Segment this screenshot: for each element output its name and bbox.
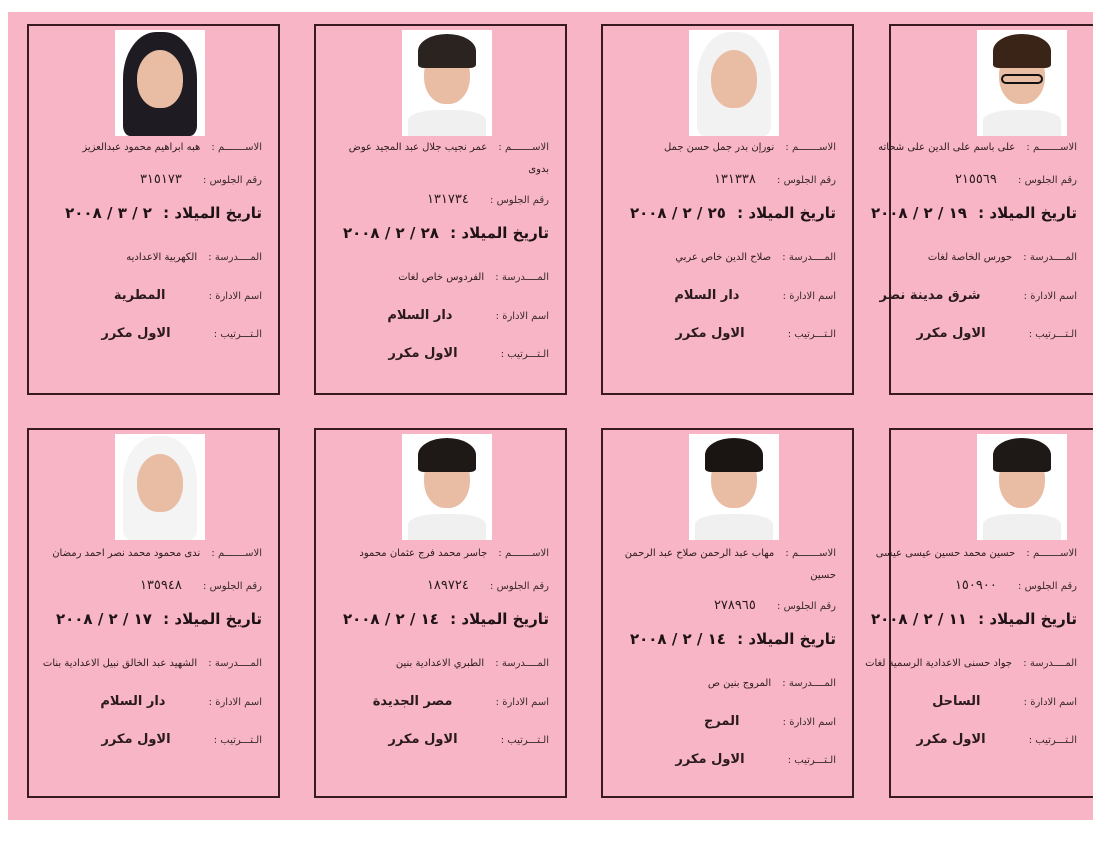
school-row — [901, 252, 1077, 263]
name-row — [875, 548, 1077, 559]
seat-row — [39, 172, 262, 187]
rank-row — [39, 732, 262, 747]
school-name: الفردوس خاص لغات — [398, 272, 485, 283]
seat-number: ١٥٠٩٠٠ — [954, 578, 997, 593]
admin-label: اسم الادارة : — [495, 697, 549, 708]
dob-label: تاريخ الميلاد : — [737, 204, 836, 222]
face-shape — [137, 50, 183, 108]
rank-value: الاول مكرر — [101, 732, 171, 747]
student-card — [27, 428, 280, 798]
student-name-line2: حسين — [810, 570, 836, 581]
admin-name: شرق مدينة نصر — [879, 288, 981, 303]
dob-row — [39, 204, 262, 222]
name-row — [613, 548, 836, 559]
seat-label: رقم الجلوس : — [777, 601, 836, 612]
admin-name: دار السلام — [674, 288, 740, 303]
school-row — [613, 252, 836, 263]
admin-name: دار السلام — [387, 308, 453, 323]
date-of-birth: ٢٥ / ٢ / ٢٠٠٨ — [629, 204, 726, 222]
school-label: المــــدرسة : — [782, 252, 836, 263]
admin-label: اسم الادارة : — [1023, 697, 1077, 708]
school-name: الطبري الاعدادية بنين — [395, 658, 485, 669]
admin-name: المطرية — [113, 288, 166, 303]
school-row — [39, 252, 262, 263]
dob-row — [870, 204, 1077, 222]
seat-number: ١٨٩٧٢٤ — [426, 578, 469, 593]
admin-row — [326, 308, 549, 323]
seat-row — [326, 192, 549, 207]
rank-value: الاول مكرر — [916, 732, 986, 747]
admin-label: اسم الادارة : — [208, 697, 262, 708]
rank-row — [613, 752, 836, 767]
seat-number: ١٣٥٩٤٨ — [139, 578, 182, 593]
shirt-shape — [983, 110, 1061, 136]
rank-value: الاول مكرر — [101, 326, 171, 341]
rank-label: الـتـــرتيب : — [1028, 329, 1077, 340]
student-photo — [689, 434, 779, 540]
student-name: جاسر محمد فرج عثمان محمود — [359, 548, 488, 559]
seat-row — [901, 172, 1077, 187]
rank-row — [326, 346, 549, 361]
student-name: حسين محمد حسين عيسى عيسى — [875, 548, 1016, 559]
student-card — [27, 24, 280, 395]
name-label: الاســـــــم : — [498, 548, 549, 559]
shirt-shape — [408, 110, 486, 136]
date-of-birth: ١٧ / ٢ / ٢٠٠٨ — [55, 610, 152, 628]
rank-row — [39, 326, 262, 341]
student-name: على باسم على الدين على شحاته — [878, 142, 1016, 153]
student-photo — [689, 30, 779, 136]
rank-value: الاول مكرر — [675, 326, 745, 341]
admin-row — [901, 694, 1077, 709]
date-of-birth: ١٤ / ٢ / ٢٠٠٨ — [629, 630, 726, 648]
hair-shape — [418, 438, 476, 472]
date-of-birth: ١١ / ٢ / ٢٠٠٨ — [870, 610, 967, 628]
school-label: المــــدرسة : — [208, 658, 262, 669]
rank-value: الاول مكرر — [916, 326, 986, 341]
name-label: الاســـــــم : — [211, 142, 262, 153]
rank-label: الـتـــرتيب : — [787, 755, 836, 766]
seat-row — [613, 172, 836, 187]
name-row — [39, 548, 262, 559]
admin-name: مصر الجديدة — [372, 694, 453, 709]
name-row — [613, 142, 836, 153]
school-name: الشهيد عبد الخالق نبيل الاعدادية بنات — [42, 658, 198, 669]
admin-row — [613, 714, 836, 729]
glasses-icon — [1001, 74, 1043, 84]
admin-name: دار السلام — [100, 694, 166, 709]
rank-label: الـتـــرتيب : — [1028, 735, 1077, 746]
student-name: ندى محمود محمد نصر احمد رمضان — [52, 548, 201, 559]
date-of-birth: ١٩ / ٢ / ٢٠٠٨ — [870, 204, 967, 222]
seat-row — [613, 598, 836, 613]
dob-label: تاريخ الميلاد : — [978, 610, 1077, 628]
student-photo — [977, 30, 1067, 136]
name-row — [326, 548, 549, 559]
school-row — [865, 658, 1077, 669]
name-label: الاســـــــم : — [498, 142, 549, 153]
admin-name: المرج — [703, 714, 740, 729]
dob-label: تاريخ الميلاد : — [450, 224, 549, 242]
admin-row — [39, 694, 262, 709]
hair-shape — [993, 438, 1051, 472]
seat-number: ٣١٥١٧٣ — [139, 172, 182, 187]
shirt-shape — [983, 514, 1061, 540]
student-photo — [977, 434, 1067, 540]
date-of-birth: ٢٨ / ٢ / ٢٠٠٨ — [342, 224, 439, 242]
school-label: المــــدرسة : — [208, 252, 262, 263]
student-photo — [115, 434, 205, 540]
seat-label: رقم الجلوس : — [777, 175, 836, 186]
face-shape — [711, 50, 757, 108]
seat-label: رقم الجلوس : — [1018, 581, 1077, 592]
seat-number: ١٣١٣٣٨ — [713, 172, 756, 187]
name-label: الاســـــــم : — [211, 548, 262, 559]
school-label: المــــدرسة : — [782, 678, 836, 689]
seat-label: رقم الجلوس : — [490, 195, 549, 206]
student-card — [601, 24, 854, 395]
seat-label: رقم الجلوس : — [203, 581, 262, 592]
student-name: هبه ابراهيم محمود عبدالعزيز — [82, 142, 201, 153]
shirt-shape — [408, 514, 486, 540]
student-photo — [115, 30, 205, 136]
rank-value: الاول مكرر — [388, 346, 458, 361]
dob-row — [613, 630, 836, 648]
seat-number: ٢٧٨٩٦٥ — [713, 598, 756, 613]
dob-label: تاريخ الميلاد : — [737, 630, 836, 648]
seat-label: رقم الجلوس : — [490, 581, 549, 592]
admin-name: الساحل — [932, 694, 981, 709]
date-of-birth: ٢ / ٣ / ٢٠٠٨ — [65, 204, 152, 222]
school-label: المــــدرسة : — [495, 658, 549, 669]
seat-label: رقم الجلوس : — [1018, 175, 1077, 186]
student-name: مهاب عبد الرحمن صلاح عبد الرحمن — [624, 548, 775, 559]
seat-label: رقم الجلوس : — [203, 175, 262, 186]
school-name: صلاح الدين خاص عربي — [675, 252, 772, 263]
name-label: الاســـــــم : — [785, 142, 836, 153]
seat-row — [901, 578, 1077, 593]
dob-row — [613, 204, 836, 222]
dob-label: تاريخ الميلاد : — [978, 204, 1077, 222]
rank-row — [613, 326, 836, 341]
name-row — [878, 142, 1077, 153]
student-card — [314, 24, 567, 395]
student-card — [870, 24, 1093, 395]
name-label: الاســـــــم : — [1026, 142, 1077, 153]
school-label: المــــدرسة : — [495, 272, 549, 283]
admin-row — [39, 288, 262, 303]
student-name-line2: بدوى — [528, 164, 549, 175]
school-label: المــــدرسة : — [1023, 252, 1077, 263]
school-row — [613, 678, 836, 689]
admin-row — [326, 694, 549, 709]
rank-row — [326, 732, 549, 747]
student-photo — [402, 434, 492, 540]
seat-number: ٢١٥٥٦٩ — [954, 172, 997, 187]
name-row — [326, 142, 549, 153]
school-name: الكهربية الاعداديه — [126, 252, 198, 263]
dob-label: تاريخ الميلاد : — [450, 610, 549, 628]
dob-row — [326, 610, 549, 628]
seat-row — [39, 578, 262, 593]
school-label: المــــدرسة : — [1023, 658, 1077, 669]
face-shape — [137, 454, 183, 512]
date-of-birth: ١٤ / ٢ / ٢٠٠٨ — [342, 610, 439, 628]
dob-row — [870, 610, 1077, 628]
rank-value: الاول مكرر — [675, 752, 745, 767]
name-row-continued — [326, 164, 549, 175]
rank-value: الاول مكرر — [388, 732, 458, 747]
hair-shape — [993, 34, 1051, 68]
hair-shape — [418, 34, 476, 68]
admin-label: اسم الادارة : — [208, 291, 262, 302]
school-row — [326, 272, 549, 283]
name-row — [39, 142, 262, 153]
school-row — [326, 658, 549, 669]
student-photo — [402, 30, 492, 136]
student-card — [601, 428, 854, 798]
admin-row — [879, 288, 1077, 303]
dob-row — [326, 224, 549, 242]
student-card — [865, 428, 1093, 798]
admin-label: اسم الادارة : — [782, 717, 836, 728]
student-name: نورإن بدر جمل حسن جمل — [663, 142, 775, 153]
school-name: حورس الخاصة لغات — [927, 252, 1013, 263]
rank-label: الـتـــرتيب : — [213, 329, 262, 340]
rank-row — [901, 732, 1077, 747]
rank-label: الـتـــرتيب : — [787, 329, 836, 340]
dob-row — [39, 610, 262, 628]
name-label: الاســـــــم : — [1026, 548, 1077, 559]
rank-label: الـتـــرتيب : — [500, 735, 549, 746]
seat-row — [326, 578, 549, 593]
school-row — [39, 658, 262, 669]
rank-label: الـتـــرتيب : — [500, 349, 549, 360]
admin-row — [613, 288, 836, 303]
name-label: الاســـــــم : — [785, 548, 836, 559]
admin-label: اسم الادارة : — [1023, 291, 1077, 302]
rank-label: الـتـــرتيب : — [213, 735, 262, 746]
dob-label: تاريخ الميلاد : — [163, 204, 262, 222]
student-card — [314, 428, 567, 798]
student-name: عمر نجيب جلال عبد المجيد عوض — [348, 142, 488, 153]
admin-label: اسم الادارة : — [495, 311, 549, 322]
hair-shape — [705, 438, 763, 472]
rank-row — [901, 326, 1077, 341]
shirt-shape — [695, 514, 773, 540]
school-name: المروج بنين ص — [707, 678, 772, 689]
school-name: جواد حسنى الاعدادية الرسمية لغات — [865, 658, 1013, 669]
admin-label: اسم الادارة : — [782, 291, 836, 302]
seat-number: ١٣١٧٣٤ — [426, 192, 469, 207]
name-row-continued — [613, 570, 836, 581]
dob-label: تاريخ الميلاد : — [163, 610, 262, 628]
